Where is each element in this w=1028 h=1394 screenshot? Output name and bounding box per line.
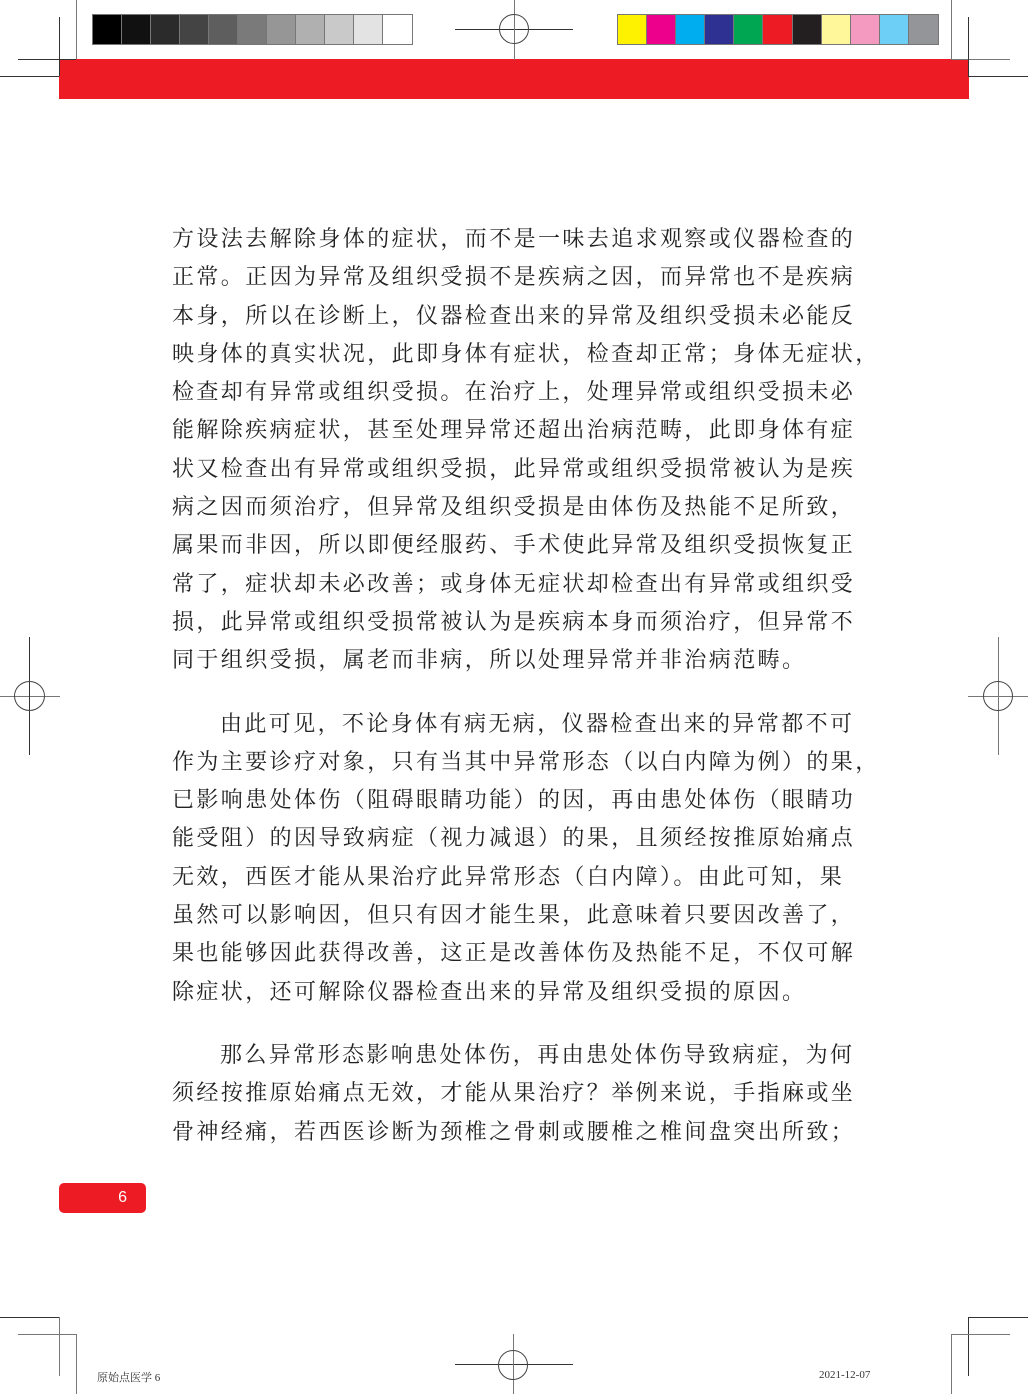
- text-line: 本身，所以在诊断上，仪器检查出来的异常及组织受损未必能反: [172, 303, 856, 329]
- color-swatch: [909, 15, 938, 44]
- gray-swatch: [267, 15, 296, 44]
- crop-mark-bottom-left: [59, 1317, 60, 1376]
- text-line: 病之因而须治疗，但异常及组织受损是由体伤及热能不足所致，: [172, 495, 856, 521]
- color-swatch: [734, 15, 763, 44]
- gray-swatch: [180, 15, 209, 44]
- crop-mark-top-left: [18, 59, 76, 60]
- gray-swatch: [325, 15, 354, 44]
- body-text: [172, 221, 880, 1152]
- gray-swatch: [151, 15, 180, 44]
- crop-mark-bottom-left: [76, 1334, 77, 1394]
- text-line: 除症状，还可解除仪器检查出来的异常及组织受损的原因。: [172, 979, 807, 1005]
- registration-mark-top: [455, 0, 573, 60]
- text-line: 由此可见，不论身体有病无病，仪器检查出来的异常都不可: [220, 711, 855, 737]
- text-line: 同于组织受损，属老而非病，所以处理异常并非治病范畴。: [172, 648, 807, 674]
- text-line: 骨神经痛，若西医诊断为颈椎之骨刺或腰椎之椎间盘突出所致；: [172, 1119, 856, 1145]
- crop-mark-top-left: [0, 76, 59, 77]
- text-line: 正常。正因为异常及组织受损不是疾病之因，而异常也不是疾病: [172, 265, 856, 291]
- text-line: 属果而非因，所以即便经服药、手术使此异常及组织受损恢复正: [172, 533, 856, 559]
- registration-mark-left: [0, 637, 60, 755]
- gray-swatch: [354, 15, 383, 44]
- registration-mark-bottom: [455, 1334, 573, 1394]
- color-swatch: [618, 15, 647, 44]
- crop-mark-top-right: [968, 17, 969, 76]
- color-swatch: [851, 15, 880, 44]
- text-line: 无效，西医才能从果治疗此异常形态（白内障）。由此可知，果: [172, 864, 845, 890]
- text-line: 常了，症状却未必改善；或身体无症状却检查出有异常或组织受: [172, 571, 856, 597]
- color-swatch: [705, 15, 734, 44]
- color-swatch: [763, 15, 792, 44]
- crop-mark-top-right: [951, 59, 1010, 60]
- gray-swatch: [93, 15, 122, 44]
- text-line: 检查却有异常或组织受损。在治疗上，处理异常或组织受损未必: [172, 380, 856, 406]
- color-swatch: [880, 15, 909, 44]
- text-line: 须经按推原始痛点无效，才能从果治疗？举例来说，手指麻或坐: [172, 1081, 856, 1107]
- paragraph-3: [172, 1037, 864, 1152]
- crop-mark-bottom-right: [968, 1317, 969, 1376]
- text-line: 损，此异常或组织受损常被认为是疾病本身而须治疗，但异常不: [172, 609, 856, 635]
- gray-swatch: [383, 15, 412, 44]
- header-red-band: [59, 59, 969, 99]
- crop-mark-bottom-right: [968, 1317, 1028, 1318]
- text-line: 作为主要诊疗对象，只有当其中异常形态（以白内障为例）的果，: [172, 749, 880, 775]
- process-color-bar: [617, 14, 939, 45]
- color-swatch: [676, 15, 705, 44]
- gray-swatch: [209, 15, 238, 44]
- crop-mark-bottom-left: [0, 1317, 59, 1318]
- crop-mark-bottom-right: [951, 1334, 1010, 1335]
- crop-mark-bottom-left: [18, 1334, 76, 1335]
- crop-mark-top-left: [59, 17, 60, 76]
- text-line: 能解除疾病症状，甚至处理异常还超出治病范畴，此即身体有症: [172, 418, 856, 444]
- registration-mark-right: [968, 637, 1028, 755]
- text-line: 那么异常形态影响患处体伤，再由患处体伤导致病症，为何: [220, 1042, 855, 1068]
- footer-file-label: 原始点医学 6: [97, 1372, 161, 1384]
- text-line: 映身体的真实状况，此即身体有症状，检查却正常；身体无症状，: [172, 341, 880, 367]
- crop-mark-top-right: [968, 76, 1028, 77]
- text-line: 能受阻）的因导致病症（视力减退）的果，且须经按推原始痛点: [172, 826, 856, 852]
- paragraph-2: [172, 706, 880, 1012]
- crop-mark-top-right: [951, 0, 952, 59]
- page-number-badge: [59, 1183, 146, 1213]
- gray-swatch: [296, 15, 325, 44]
- text-line: 虽然可以影响因，但只有因才能生果，此意味着只要因改善了，: [172, 903, 856, 929]
- text-line: 果也能够因此获得改善，这正是改善体伤及热能不足，不仅可解: [172, 941, 856, 967]
- text-line: 状又检查出有异常或组织受损，此异常或组织受损常被认为是疾: [172, 456, 856, 482]
- gray-swatch: [238, 15, 267, 44]
- page-number: 6: [118, 1189, 127, 1206]
- color-swatch: [647, 15, 676, 44]
- paragraph-1: [172, 221, 880, 681]
- footer-date: 2021-12-07: [819, 1369, 871, 1381]
- crop-mark-top-left: [76, 0, 77, 59]
- text-line: 方设法去解除身体的症状，而不是一味去追求观察或仪器检查的: [172, 227, 856, 252]
- color-swatch: [793, 15, 822, 44]
- text-line: 已影响患处体伤（阻碍眼睛功能）的因，再由患处体伤（眼睛功: [172, 788, 856, 814]
- color-swatch: [822, 15, 851, 44]
- gray-swatch: [122, 15, 151, 44]
- grayscale-color-bar: [92, 14, 413, 45]
- crop-mark-bottom-right: [951, 1334, 952, 1394]
